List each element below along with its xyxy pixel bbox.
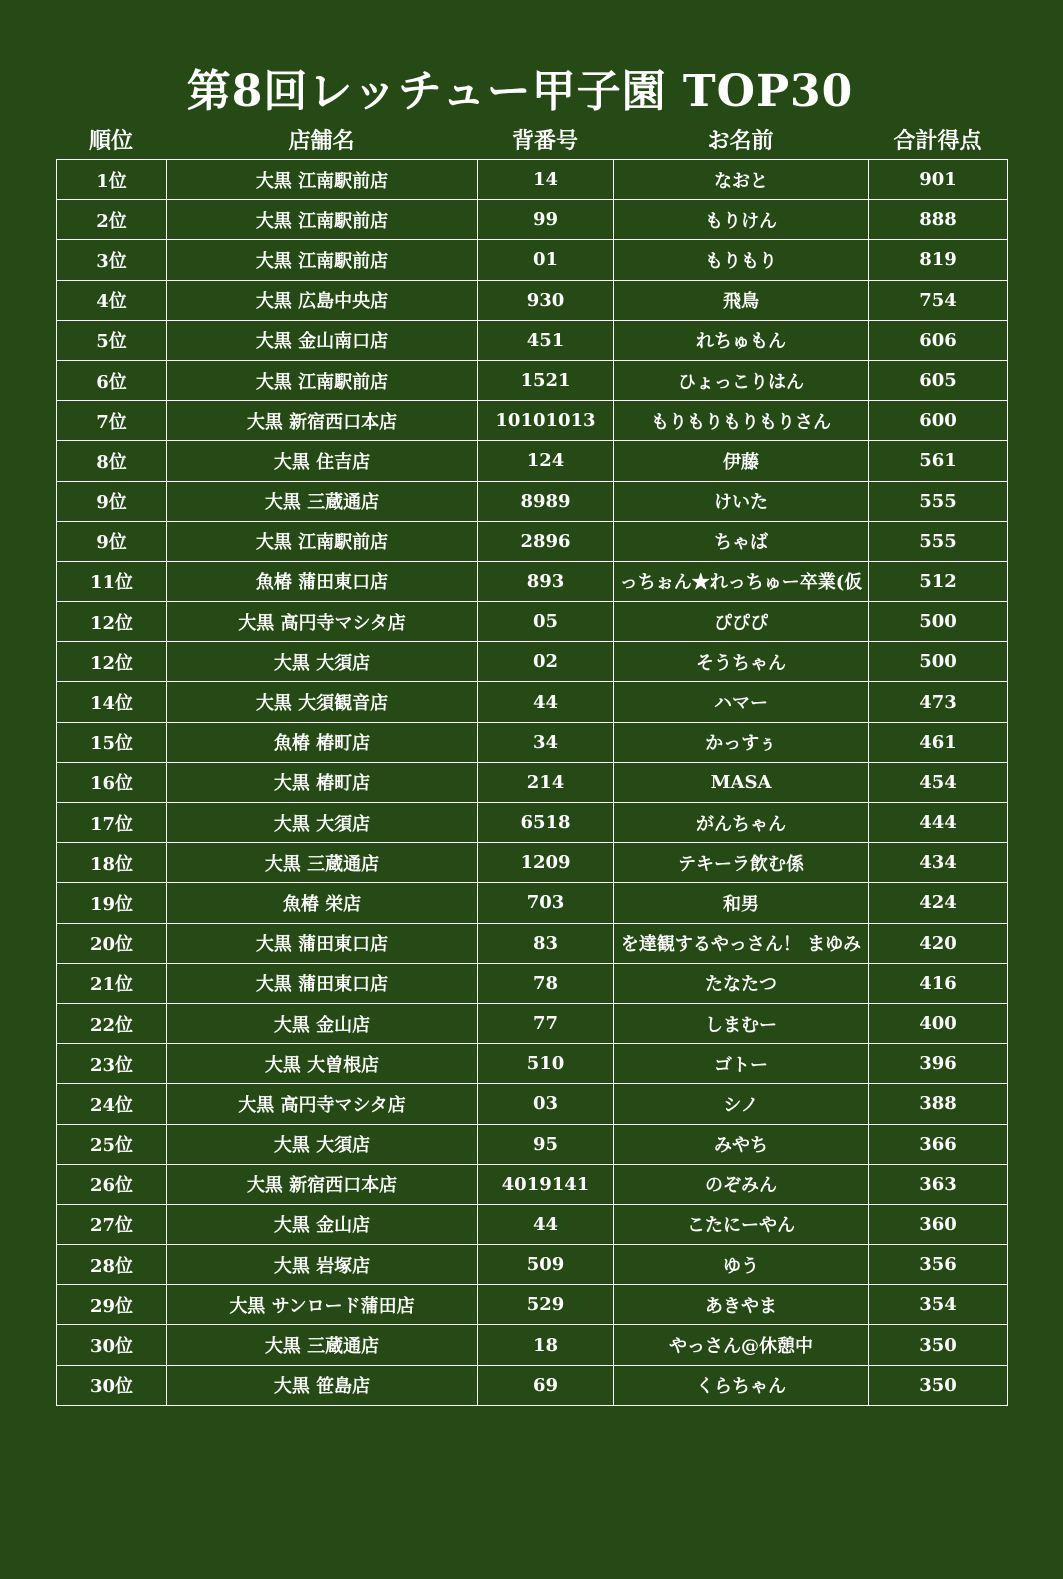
cell-name: っちぉん★れっちゅー卒業(仮: [614, 561, 869, 601]
table-row: [57, 1164, 1008, 1204]
cell-name: なおと: [614, 160, 869, 200]
table-row: [57, 481, 1008, 521]
cell-rank: 21位: [57, 963, 167, 1003]
cell-number: 44: [478, 682, 614, 722]
table-row: [57, 682, 1008, 722]
cell-rank: 9位: [57, 521, 167, 561]
cell-number: 69: [478, 1365, 614, 1405]
cell-name: もりもり: [614, 240, 869, 280]
cell-number: 02: [478, 642, 614, 682]
cell-score: 424: [869, 883, 1008, 923]
cell-score: 400: [869, 1003, 1008, 1043]
cell-store: 大黒 江南駅前店: [167, 240, 478, 280]
cell-rank: 19位: [57, 883, 167, 923]
table-row: [57, 1044, 1008, 1084]
cell-score: 454: [869, 762, 1008, 802]
cell-score: 354: [869, 1285, 1008, 1325]
cell-name: もりもりもりもりさん: [614, 401, 869, 441]
cell-score: 888: [869, 200, 1008, 240]
cell-score: 600: [869, 401, 1008, 441]
cell-store: 大黒 江南駅前店: [167, 360, 478, 400]
cell-number: 214: [478, 762, 614, 802]
cell-name: やっさん@休憩中: [614, 1325, 869, 1365]
cell-store: 魚椿 蒲田東口店: [167, 561, 478, 601]
cell-rank: 12位: [57, 642, 167, 682]
cell-number: 1521: [478, 360, 614, 400]
cell-rank: 11位: [57, 561, 167, 601]
cell-score: 819: [869, 240, 1008, 280]
table-row: [57, 561, 1008, 601]
cell-store: 大黒 金山店: [167, 1003, 478, 1043]
cell-rank: 23位: [57, 1044, 167, 1084]
cell-name: ぴぴぴ: [614, 602, 869, 642]
cell-rank: 24位: [57, 1084, 167, 1124]
cell-name: ゆう: [614, 1245, 869, 1285]
cell-score: 396: [869, 1044, 1008, 1084]
cell-number: 77: [478, 1003, 614, 1043]
cell-number: 893: [478, 561, 614, 601]
cell-rank: 28位: [57, 1245, 167, 1285]
cell-store: 大黒 大須店: [167, 803, 478, 843]
cell-score: 363: [869, 1164, 1008, 1204]
cell-number: 6518: [478, 803, 614, 843]
table-row: [57, 441, 1008, 481]
cell-rank: 7位: [57, 401, 167, 441]
cell-rank: 18位: [57, 843, 167, 883]
cell-rank: 30位: [57, 1325, 167, 1365]
cell-score: 555: [869, 481, 1008, 521]
cell-rank: 6位: [57, 360, 167, 400]
cell-name: けいた: [614, 481, 869, 521]
cell-store: 大黒 笹島店: [167, 1365, 478, 1405]
cell-name: シノ: [614, 1084, 869, 1124]
table-row: [57, 360, 1008, 400]
cell-score: 461: [869, 722, 1008, 762]
cell-rank: 30位: [57, 1365, 167, 1405]
cell-name: もりけん: [614, 200, 869, 240]
table-row: [57, 160, 1008, 200]
cell-store: 大黒 サンロード蒲田店: [167, 1285, 478, 1325]
cell-name: 和男: [614, 883, 869, 923]
table-row: [57, 200, 1008, 240]
cell-number: 05: [478, 602, 614, 642]
cell-number: 95: [478, 1124, 614, 1164]
header-number: 背番号: [511, 127, 578, 154]
cell-number: 83: [478, 923, 614, 963]
cell-number: 124: [478, 441, 614, 481]
cell-score: 434: [869, 843, 1008, 883]
cell-store: 大黒 江南駅前店: [167, 160, 478, 200]
table-row: [57, 1204, 1008, 1244]
cell-rank: 22位: [57, 1003, 167, 1043]
cell-rank: 26位: [57, 1164, 167, 1204]
cell-name: ちゃば: [614, 521, 869, 561]
table-row: [57, 642, 1008, 682]
cell-name: しまむー: [614, 1003, 869, 1043]
cell-store: 大黒 三蔵通店: [167, 481, 478, 521]
cell-name: ひょっこりはん: [614, 360, 869, 400]
cell-score: 512: [869, 561, 1008, 601]
cell-store: 大黒 蒲田東口店: [167, 923, 478, 963]
cell-score: 360: [869, 1204, 1008, 1244]
ranking-table: [56, 159, 1008, 1406]
cell-score: 444: [869, 803, 1008, 843]
cell-rank: 5位: [57, 320, 167, 360]
cell-name: たなたつ: [614, 963, 869, 1003]
table-row: [57, 401, 1008, 441]
cell-rank: 25位: [57, 1124, 167, 1164]
cell-store: 大黒 新宿西口本店: [167, 1164, 478, 1204]
cell-name: を達観するやっさん！ まゆみ: [614, 923, 869, 963]
cell-name: ハマー: [614, 682, 869, 722]
cell-number: 451: [478, 320, 614, 360]
cell-rank: 3位: [57, 240, 167, 280]
cell-rank: 9位: [57, 481, 167, 521]
cell-number: 930: [478, 280, 614, 320]
table-row: [57, 240, 1008, 280]
cell-number: 18: [478, 1325, 614, 1365]
cell-number: 510: [478, 1044, 614, 1084]
cell-score: 754: [869, 280, 1008, 320]
cell-number: 34: [478, 722, 614, 762]
cell-name: テキーラ飲む係: [614, 843, 869, 883]
cell-store: 魚椿 椿町店: [167, 722, 478, 762]
table-row: [57, 1084, 1008, 1124]
cell-score: 561: [869, 441, 1008, 481]
cell-store: 大黒 蒲田東口店: [167, 963, 478, 1003]
cell-store: 大黒 江南駅前店: [167, 200, 478, 240]
cell-name: くらちゃん: [614, 1365, 869, 1405]
cell-store: 大黒 大曽根店: [167, 1044, 478, 1084]
table-row: [57, 280, 1008, 320]
cell-score: 420: [869, 923, 1008, 963]
cell-store: 大黒 大須店: [167, 642, 478, 682]
cell-store: 大黒 高円寺マシタ店: [167, 1084, 478, 1124]
table-row: [57, 1285, 1008, 1325]
cell-store: 大黒 椿町店: [167, 762, 478, 802]
cell-score: 366: [869, 1124, 1008, 1164]
cell-number: 529: [478, 1285, 614, 1325]
cell-rank: 12位: [57, 602, 167, 642]
cell-name: みやち: [614, 1124, 869, 1164]
page-title: 第8回レッチュー甲子園 TOP30: [186, 66, 854, 117]
table-row: [57, 843, 1008, 883]
cell-store: 大黒 新宿西口本店: [167, 401, 478, 441]
cell-store: 魚椿 栄店: [167, 883, 478, 923]
header-store: 店舗名: [288, 127, 355, 154]
cell-store: 大黒 三蔵通店: [167, 843, 478, 883]
table-row: [57, 883, 1008, 923]
cell-store: 大黒 金山南口店: [167, 320, 478, 360]
cell-store: 大黒 大須観音店: [167, 682, 478, 722]
cell-score: 500: [869, 642, 1008, 682]
cell-rank: 14位: [57, 682, 167, 722]
cell-rank: 8位: [57, 441, 167, 481]
cell-store: 大黒 三蔵通店: [167, 1325, 478, 1365]
cell-store: 大黒 金山店: [167, 1204, 478, 1244]
cell-number: 14: [478, 160, 614, 200]
cell-number: 2896: [478, 521, 614, 561]
cell-score: 606: [869, 320, 1008, 360]
cell-number: 703: [478, 883, 614, 923]
cell-rank: 17位: [57, 803, 167, 843]
cell-name: 伊藤: [614, 441, 869, 481]
cell-score: 356: [869, 1245, 1008, 1285]
cell-store: 大黒 広島中央店: [167, 280, 478, 320]
cell-number: 8989: [478, 481, 614, 521]
cell-score: 473: [869, 682, 1008, 722]
table-row: [57, 1124, 1008, 1164]
cell-name: そうちゃん: [614, 642, 869, 682]
cell-number: 01: [478, 240, 614, 280]
cell-rank: 29位: [57, 1285, 167, 1325]
cell-score: 500: [869, 602, 1008, 642]
cell-name: こたにーやん: [614, 1204, 869, 1244]
cell-name: れちゅもん: [614, 320, 869, 360]
cell-store: 大黒 岩塚店: [167, 1245, 478, 1285]
cell-rank: 20位: [57, 923, 167, 963]
cell-score: 605: [869, 360, 1008, 400]
cell-score: 388: [869, 1084, 1008, 1124]
cell-name: かっすぅ: [614, 722, 869, 762]
cell-number: 99: [478, 200, 614, 240]
cell-number: 1209: [478, 843, 614, 883]
cell-name: がんちゃん: [614, 803, 869, 843]
table-row: [57, 1245, 1008, 1285]
cell-name: のぞみん: [614, 1164, 869, 1204]
cell-score: 901: [869, 160, 1008, 200]
table-row: [57, 1365, 1008, 1405]
cell-rank: 2位: [57, 200, 167, 240]
cell-rank: 16位: [57, 762, 167, 802]
header-score: 合計得点: [893, 127, 982, 154]
table-row: [57, 762, 1008, 802]
cell-store: 大黒 高円寺マシタ店: [167, 602, 478, 642]
cell-store: 大黒 大須店: [167, 1124, 478, 1164]
table-row: [57, 803, 1008, 843]
cell-store: 大黒 住吉店: [167, 441, 478, 481]
cell-name: 飛鳥: [614, 280, 869, 320]
header-rank: 順位: [88, 127, 133, 154]
cell-score: 350: [869, 1365, 1008, 1405]
table-row: [57, 1003, 1008, 1043]
cell-score: 416: [869, 963, 1008, 1003]
cell-rank: 1位: [57, 160, 167, 200]
cell-rank: 27位: [57, 1204, 167, 1244]
cell-number: 4019141: [478, 1164, 614, 1204]
table-row: [57, 602, 1008, 642]
cell-score: 350: [869, 1325, 1008, 1365]
cell-number: 509: [478, 1245, 614, 1285]
cell-number: 78: [478, 963, 614, 1003]
cell-rank: 15位: [57, 722, 167, 762]
cell-name: MASA: [614, 762, 869, 802]
table-row: [57, 722, 1008, 762]
table-row: [57, 521, 1008, 561]
cell-number: 10101013: [478, 401, 614, 441]
table-row: [57, 963, 1008, 1003]
ranking-table-body: [57, 160, 1008, 1406]
cell-score: 555: [869, 521, 1008, 561]
cell-rank: 4位: [57, 280, 167, 320]
cell-number: 44: [478, 1204, 614, 1244]
table-row: [57, 1325, 1008, 1365]
table-row: [57, 923, 1008, 963]
cell-name: ゴトー: [614, 1044, 869, 1084]
cell-number: 03: [478, 1084, 614, 1124]
column-headers: [56, 120, 1007, 158]
cell-name: あきやま: [614, 1285, 869, 1325]
header-name: お名前: [707, 127, 774, 154]
cell-store: 大黒 江南駅前店: [167, 521, 478, 561]
table-row: [57, 320, 1008, 360]
